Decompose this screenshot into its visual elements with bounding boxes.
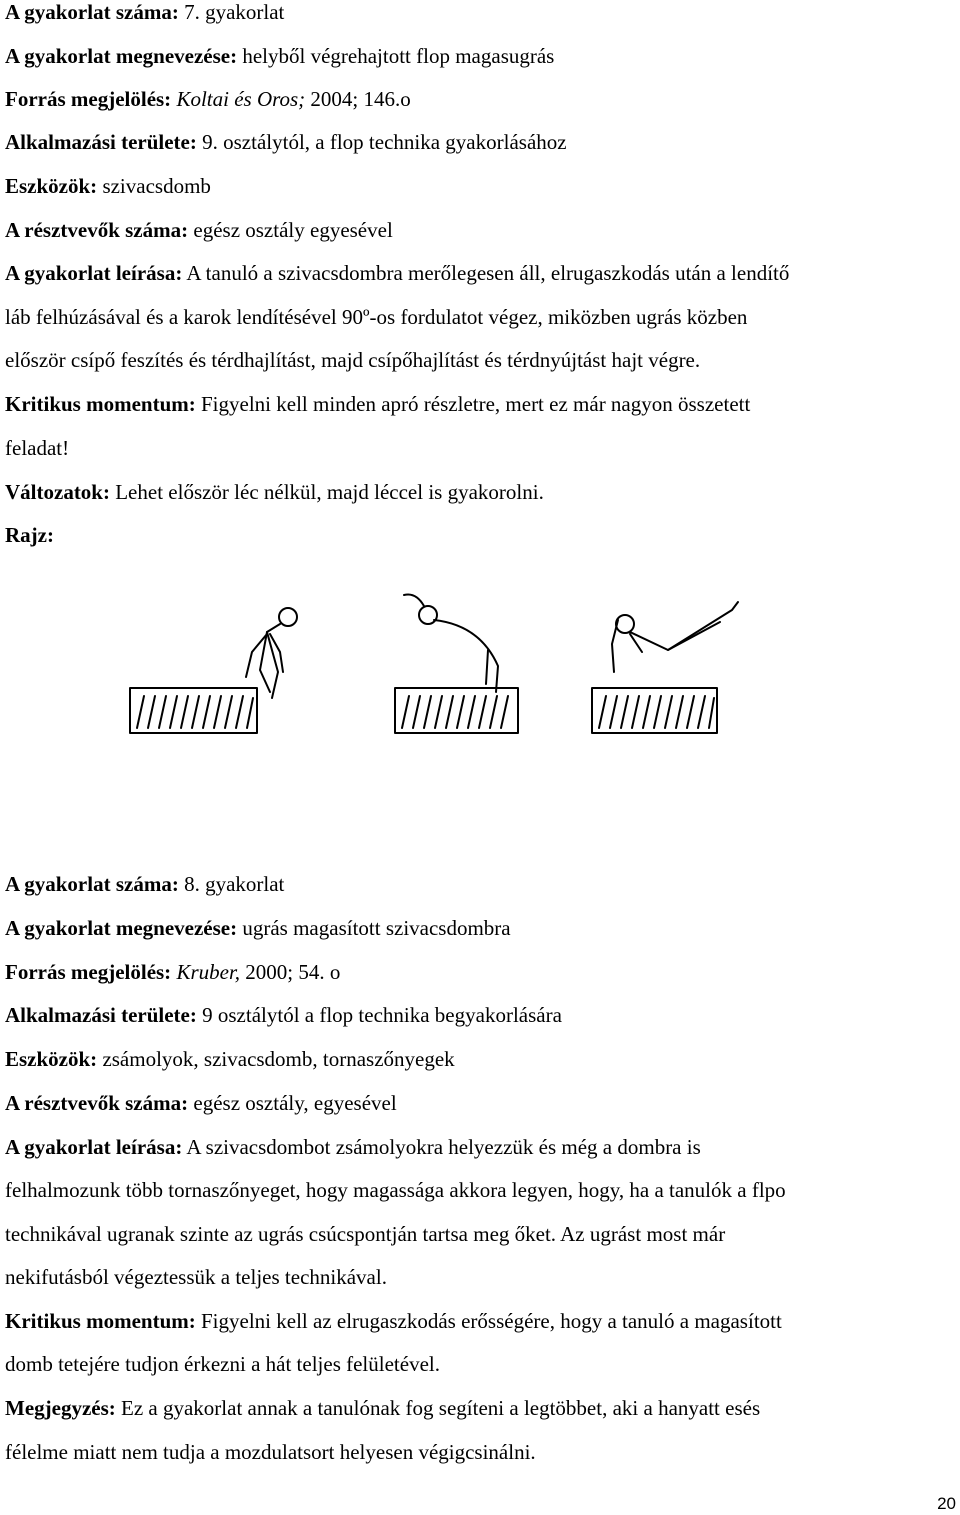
ex8-note-line1: Ez a gyakorlat annak a tanulónak fog segíteni a legtöbbet, aki a hanyatt esés <box>121 1396 761 1420</box>
ex7-participants <box>5 218 393 242</box>
ex7-description-label: A gyakorlat leírása: <box>5 261 183 285</box>
ex8-area-label: Alkalmazási területe: <box>5 1003 197 1027</box>
ex8-critical-line2: domb tetejére tudjon érkezni a hát teljes felületével. <box>5 1352 440 1376</box>
ex7-number <box>5 0 284 24</box>
ex7-name-label: A gyakorlat megnevezése: <box>5 44 238 68</box>
foam-block-1 <box>130 688 257 733</box>
ex7-description-line3: először csípő feszítés és térdhajlítást, majd csípőhajlítást és térdnyújtást hajt végre. <box>5 348 701 372</box>
ex8-name-value: ugrás magasított szivacsdombra <box>242 916 511 940</box>
ex8-critical <box>5 1309 782 1333</box>
ex8-tools-label: Eszközök: <box>5 1047 98 1071</box>
ex7-name <box>5 44 554 68</box>
jumper-figure-3 <box>612 602 738 672</box>
ex8-number-value: 8. gyakorlat <box>184 872 285 896</box>
ex7-description <box>5 261 789 285</box>
ex8-description-line1: A szivacsdombot zsámolyokra helyezzük és még a dombra is <box>186 1135 701 1159</box>
page-number: 20 <box>937 1494 956 1513</box>
ex8-name <box>5 916 511 940</box>
ex7-variants <box>5 480 544 504</box>
ex8-description-line4: nekifutásból végeztessük a teljes technikával. <box>5 1265 387 1289</box>
ex7-critical <box>5 392 750 416</box>
ex8-participants-value: egész osztály, egyesével <box>193 1091 397 1115</box>
ex7-source-label: Forrás megjelölés: <box>5 87 172 111</box>
ex7-critical-line1: Figyelni kell minden apró részletre, mert ez már nagyon összetett <box>201 392 751 416</box>
flop-jump-drawing <box>120 580 760 780</box>
ex8-description-line2: felhalmozunk több tornaszőnyeget, hogy magassága akkora legyen, hogy, ha a tanulók a flpo <box>5 1178 786 1202</box>
ex7-tools-value: szivacsdomb <box>102 174 211 198</box>
jumper-figure-2 <box>404 594 498 692</box>
ex7-variants-value: Lehet először léc nélkül, majd léccel is gyakorolni. <box>115 480 544 504</box>
ex7-name-value: helyből végrehajtott flop magasugrás <box>242 44 555 68</box>
ex8-participants-label: A résztvevők száma: <box>5 1091 189 1115</box>
ex7-participants-label: A résztvevők száma: <box>5 218 189 242</box>
ex7-area-value: 9. osztálytól, a flop technika gyakorlásához <box>202 130 567 154</box>
foam-block-2 <box>395 688 518 733</box>
ex7-critical-line2: feladat! <box>5 436 70 460</box>
ex8-source-label: Forrás megjelölés: <box>5 960 172 984</box>
ex7-drawing-label: Rajz: <box>5 523 54 547</box>
ex8-area-value: 9 osztálytól a flop technika begyakorlására <box>202 1003 562 1027</box>
ex8-tools-value: zsámolyok, szivacsdomb, tornaszőnyegek <box>102 1047 455 1071</box>
ex8-note <box>5 1396 760 1420</box>
ex7-area-label: Alkalmazási területe: <box>5 130 197 154</box>
ex7-source-rest: 2004; 146.o <box>310 87 411 111</box>
ex7-area <box>5 130 567 154</box>
ex8-description <box>5 1135 701 1159</box>
ex7-source-author: Koltai és Oros; <box>176 87 306 111</box>
ex8-critical-line1: Figyelni kell az elrugaszkodás erősségére, hogy a tanuló a magasított <box>201 1309 782 1333</box>
ex8-name-label: A gyakorlat megnevezése: <box>5 916 238 940</box>
ex8-number-label: A gyakorlat száma: <box>5 872 179 896</box>
ex8-area <box>5 1003 562 1027</box>
ex7-number-label: A gyakorlat száma: <box>5 0 179 24</box>
ex7-participants-value: egész osztály egyesével <box>193 218 393 242</box>
ex8-note-label: Megjegyzés: <box>5 1396 116 1420</box>
ex8-tools <box>5 1047 455 1071</box>
ex8-source-rest: 2000; 54. o <box>245 960 341 984</box>
ex7-critical-label: Kritikus momentum: <box>5 392 196 416</box>
ex7-tools-label: Eszközök: <box>5 174 98 198</box>
ex7-description-line1: A tanuló a szivacsdombra merőlegesen áll, elrugaszkodás után a lendítő <box>186 261 790 285</box>
ex8-description-line3: technikával ugranak szinte az ugrás csúcspontján tartsa meg őket. Az ugrást most már <box>5 1222 726 1246</box>
ex7-variants-label: Változatok: <box>5 480 110 504</box>
ex7-source <box>5 87 411 111</box>
ex8-note-line2: félelme miatt nem tudja a mozdulatsort helyesen végigcsinálni. <box>5 1440 536 1464</box>
jumper-figure-1 <box>246 608 297 698</box>
ex8-critical-label: Kritikus momentum: <box>5 1309 196 1333</box>
ex8-description-label: A gyakorlat leírása: <box>5 1135 183 1159</box>
ex7-number-value: 7. gyakorlat <box>184 0 285 24</box>
ex8-source <box>5 960 340 984</box>
ex8-participants <box>5 1091 397 1115</box>
ex8-source-author: Kruber, <box>176 960 241 984</box>
foam-block-3 <box>592 688 717 733</box>
ex7-description-line2: láb felhúzásával és a karok lendítésével 90º-os fordulatot végez, miközben ugrás közben <box>5 305 748 329</box>
ex7-tools <box>5 174 211 198</box>
ex8-number <box>5 872 284 896</box>
